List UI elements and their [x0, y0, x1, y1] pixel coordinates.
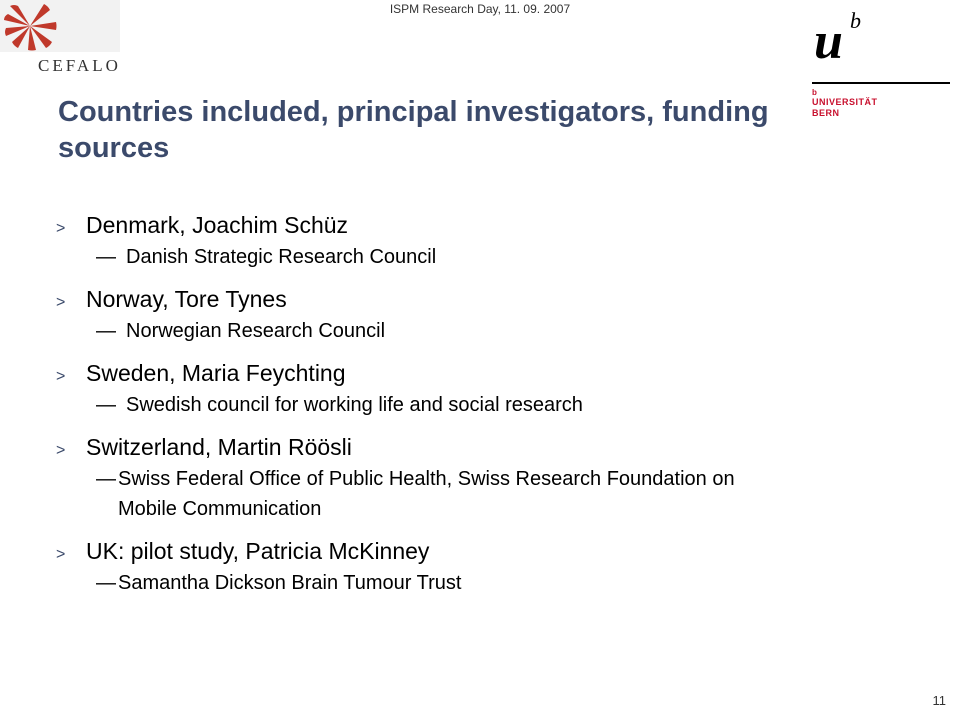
sub-item — [96, 464, 796, 524]
item-label: UK: pilot study, Patricia McKinney — [86, 538, 430, 564]
slide-content — [56, 208, 796, 608]
unibe-line1: UNIVERSITÄT — [812, 97, 878, 107]
cefalo-swirl-icon — [0, 0, 60, 52]
sub-item-text: Swiss Federal Office of Public Health, Swiss Research Foundation on Mobile Communication — [118, 468, 735, 520]
dash-icon: — — [96, 246, 116, 268]
list-item — [56, 282, 796, 316]
list-item — [56, 356, 796, 390]
list-item — [56, 208, 796, 242]
list-item — [56, 430, 796, 464]
sub-item-text: Samantha Dickson Brain Tumour Trust — [118, 572, 462, 594]
item-label: Switzerland, Martin Röösli — [86, 434, 352, 460]
bullet-icon: > — [56, 546, 66, 563]
sub-item — [96, 316, 796, 346]
cefalo-mark-icon — [0, 0, 120, 52]
sub-item-text: Danish Strategic Research Council — [126, 246, 437, 268]
slide-title: Countries included, principal investigators, funding sources — [58, 96, 769, 164]
unibe-line2: BERN — [812, 108, 840, 118]
bullet-icon: > — [56, 442, 66, 459]
sub-item-text: Norwegian Research Council — [126, 320, 386, 342]
unibe-b-letter: b — [850, 8, 861, 33]
bullet-icon: > — [56, 220, 66, 237]
unibe-u-letter: u — [814, 13, 843, 70]
sub-item — [96, 390, 796, 420]
bullet-icon: > — [56, 368, 66, 385]
dash-icon: — — [96, 468, 116, 490]
cefalo-logo — [0, 0, 124, 78]
item-label: Norway, Tore Tynes — [86, 286, 287, 312]
list-item — [56, 534, 796, 568]
sub-item — [96, 242, 796, 272]
sub-item — [96, 568, 796, 598]
page-number: 11 — [932, 693, 946, 708]
unibe-small-b: b — [812, 88, 817, 97]
dash-icon: — — [96, 394, 116, 416]
unibe-logo — [810, 8, 955, 123]
item-label: Sweden, Maria Feychting — [86, 360, 346, 386]
dash-icon: — — [96, 320, 116, 342]
bullet-icon: > — [56, 294, 66, 311]
dash-icon: — — [96, 572, 116, 594]
header-event: ISPM Research Day, 11. 09. 2007 — [389, 2, 571, 16]
cefalo-wordmark: CEFALO — [38, 56, 121, 75]
unibe-divider — [812, 82, 950, 84]
unibe-name — [812, 97, 878, 119]
item-label: Denmark, Joachim Schüz — [86, 212, 349, 238]
sub-item-text: Swedish council for working life and social research — [126, 394, 583, 416]
